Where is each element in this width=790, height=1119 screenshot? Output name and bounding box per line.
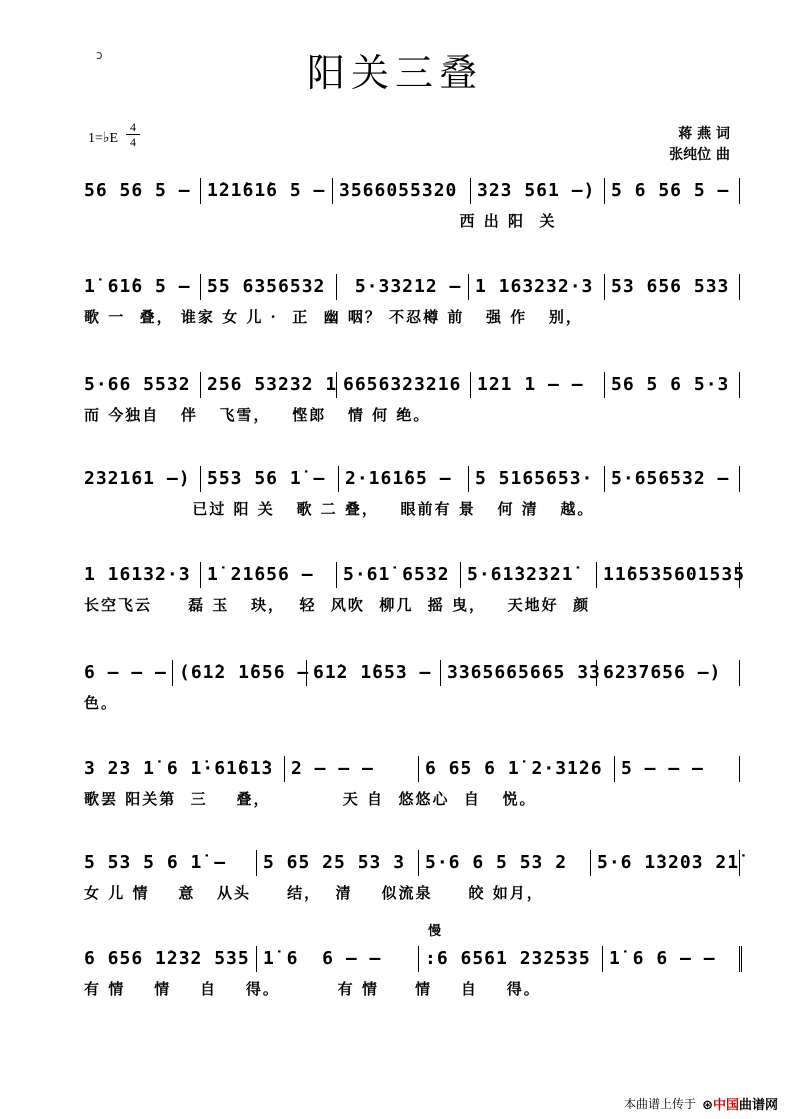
lyric-line: 有 情 情 自 得。 有 情 情 自 得。 [84,980,541,998]
measure: 553 56 1̇ – [200,466,337,492]
measure: 11̇6535601535 [596,562,740,588]
time-signature-bottom: 4 [126,134,140,149]
site-logo[interactable] [702,1094,778,1113]
staff-row-9 [84,946,740,996]
measure: 5·61̇ 6532 [336,562,461,588]
footer-text: 本曲谱上传于 [624,1097,697,1111]
measure: 5·6 6 5 53 2 [418,850,597,876]
staff-row-2 [84,274,740,324]
measure: 53 656 533 [604,274,740,300]
measure: 5·6 1̇3203 21̇ [590,850,740,876]
measure: 1̇ 6 6 – – [602,946,742,972]
measure: 1 16132·3 [84,564,203,585]
composer-credit: 张纯位 曲 [669,147,730,163]
logo-brand-b: 曲谱网 [738,1098,778,1113]
measure: 256 53232 1 [200,372,335,398]
measure: 6656323216 [336,372,471,398]
measure: 1 163232·3 [468,274,603,300]
tempo-mark: 慢 [428,924,442,939]
measure: 323 561 –) [470,178,599,204]
measure: 6 – – – [84,662,179,683]
measure: 1̇ 6 6 – – [256,946,417,972]
measure: 1̇ 61̇6 5 – [84,276,203,297]
measure: 56 56 5 – [84,180,203,201]
logo-brand-a: 中国 [712,1098,739,1113]
measure: 3566055320 [332,178,471,204]
credits [600,124,730,166]
lyric-line: 而 今独自 伴 飞雪， 悭郎 情 何 绝。 [84,406,431,424]
measure: 5·61̇32321̇ [460,562,597,588]
lyric-line: 长空飞云 磊 玉 玦， 轻 风吹 柳几 摇 曳， 天地好 颜 [84,596,591,614]
measure: 2 – – – [284,756,415,782]
measure: 5·66 5532 [84,374,203,395]
lyric-line: 西 出 阳 关 [84,212,557,230]
corner-mark: ͻ [96,48,103,62]
measure: 232161 –) [84,468,191,489]
key-signature: 1=♭E [88,131,119,146]
measure: 6237656 –) [596,660,740,686]
lyric-line: 色。 [84,694,119,712]
measure: 1̇ 21̇656 – [200,562,335,588]
measure: 1̇21̇61̇6 5 – [200,178,323,204]
measure: 5 65 25 53 3 [256,850,421,876]
measure: 6 65 6 1̇ 2·31̇26 [418,756,615,782]
measure: 5 5165653· [468,466,605,492]
lyric-line: 已过 阳 关 歌 二 叠， 眼前有 景 何 清 越。 [84,500,595,518]
time-signature [126,120,140,149]
lyric-line: 歌 一 叠， 谁家 女 儿 · 正 幽 咽？ 不忍樽 前 强 作 别， [84,308,583,326]
measure: 5 53 5 6 1̇ – [84,852,238,873]
measure: 55 6356532 [200,274,335,300]
score-title: 阳关三叠 [306,51,483,95]
measure: :6 6561 232535 [418,946,601,972]
lyric-line: 女 儿 情 意 从头 结， 清 似流泉 皎 如月， [84,884,544,902]
measure: 5·33212 – [336,274,467,300]
measure: (61̇2 1̇656 – [172,660,307,686]
footer [624,1094,778,1113]
staff-row-8 [84,850,751,902]
staff-row-4 [84,466,740,516]
measure: 5·656532 – [604,466,740,492]
lyricist-credit: 蒋 燕 词 [678,126,730,142]
measure: 5 – – – [614,756,740,782]
staff-row-6 [84,660,740,710]
logo-mark-icon: ⊛ [702,1098,713,1113]
staff-row-7 [84,756,740,806]
measure: 3 23 1̇ 6 1̇·61̇61̇3 [84,758,286,779]
measure: 56 5 6 5·3 [604,372,740,398]
staff-row-5 [84,562,757,614]
staff-row-1 [84,178,740,228]
measure: 61̇2 1̇653 – [306,660,437,686]
measure: 3365665665 33 [440,660,597,686]
measure: 6 656 1̇232 535 [84,948,262,969]
measure: 121 1 – – [470,372,595,398]
time-signature-top: 4 [130,120,136,134]
lyric-line: 歌罢 阳关第 三 叠， 天 自 悠悠心 自 悦。 [84,790,537,808]
staff-row-3 [84,372,740,422]
measure: 5 6 56 5 – [604,178,740,204]
measure: 2·161̇65 – [338,466,463,492]
